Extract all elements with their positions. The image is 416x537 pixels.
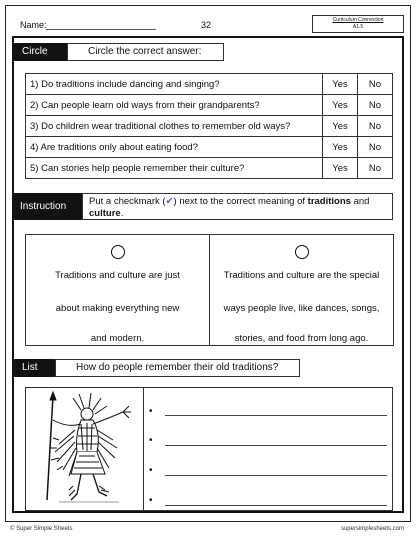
instruction-part: and — [350, 196, 370, 207]
yes-option[interactable]: Yes — [323, 116, 358, 137]
keyword-traditions: traditions — [307, 196, 351, 207]
table-row — [26, 74, 393, 95]
table-row — [26, 116, 393, 137]
answer-line[interactable] — [165, 415, 387, 416]
table-row — [26, 158, 393, 179]
curriculum-connection-box — [312, 15, 404, 33]
no-option[interactable]: No — [358, 137, 393, 158]
choice-line: Traditions and culture are just — [55, 270, 180, 281]
yes-option[interactable]: Yes — [323, 74, 358, 95]
checkbox-circle-icon[interactable] — [295, 245, 309, 259]
list-tab: List — [12, 359, 56, 377]
choice-line: about making everything new — [55, 303, 180, 314]
bullet: • — [149, 465, 153, 476]
instruction-text — [82, 193, 393, 220]
keyword-culture: culture — [89, 208, 121, 219]
circle-tab: Circle — [12, 43, 68, 61]
traditional-dancer-illustration-icon — [29, 390, 139, 508]
choice-box-1[interactable] — [25, 234, 210, 346]
checkmark-icon: ✔ — [165, 196, 174, 207]
bullet: • — [149, 495, 153, 506]
bullet: • — [149, 435, 153, 446]
choice-line: ways people live, like dances, songs, — [223, 303, 380, 314]
instruction-tab: Instruction — [12, 193, 83, 220]
divider — [143, 388, 144, 510]
question-text: 3) Do children wear traditional clothes to remember old ways? — [26, 116, 323, 137]
answer-line[interactable] — [165, 445, 387, 446]
footer-url[interactable]: supersimplesheets.com — [340, 526, 404, 532]
question-text: 1) Do traditions include dancing and singing? — [26, 74, 323, 95]
table-row — [26, 95, 393, 116]
instruction-part: . — [120, 208, 124, 219]
instruction-part: Put a checkmark ( — [89, 196, 166, 207]
question-table — [25, 73, 393, 179]
no-option[interactable]: No — [358, 74, 393, 95]
question-text: 5) Can stories help people remember their culture? — [26, 158, 323, 179]
bullet: • — [149, 406, 153, 417]
list-prompt: How do people remember their old traditions? — [55, 359, 300, 377]
no-option[interactable]: No — [358, 158, 393, 179]
no-option[interactable]: No — [358, 95, 393, 116]
instruction-part: ) next to the correct meaning of — [173, 196, 308, 207]
question-text: 2) Can people learn old ways from their grandparents? — [26, 95, 323, 116]
yes-option[interactable]: Yes — [323, 95, 358, 116]
name-label: Name: — [20, 20, 47, 30]
curriculum-title: Curriculum Connection — [332, 17, 384, 23]
question-text: 4) Are traditions only about eating food? — [26, 137, 323, 158]
page-number: 32 — [201, 20, 212, 30]
choice-line: Traditions and culture are the special — [223, 270, 380, 281]
choice-box-2[interactable] — [209, 234, 394, 346]
yes-option[interactable]: Yes — [323, 158, 358, 179]
table-row — [26, 137, 393, 158]
checkbox-circle-icon[interactable] — [111, 245, 125, 259]
answer-line[interactable] — [165, 475, 387, 476]
footer-copyright: © Super Simple Sheets — [10, 526, 73, 532]
curriculum-code: A1.5 — [352, 24, 364, 30]
list-frame — [25, 387, 393, 511]
answer-line[interactable] — [165, 505, 387, 506]
circle-prompt: Circle the correct answer: — [67, 43, 224, 61]
no-option[interactable]: No — [358, 116, 393, 137]
choice-line: stories, and food from long ago. — [234, 333, 369, 344]
yes-option[interactable]: Yes — [323, 137, 358, 158]
choice-line: and modern. — [90, 333, 145, 344]
name-line[interactable] — [46, 29, 156, 30]
